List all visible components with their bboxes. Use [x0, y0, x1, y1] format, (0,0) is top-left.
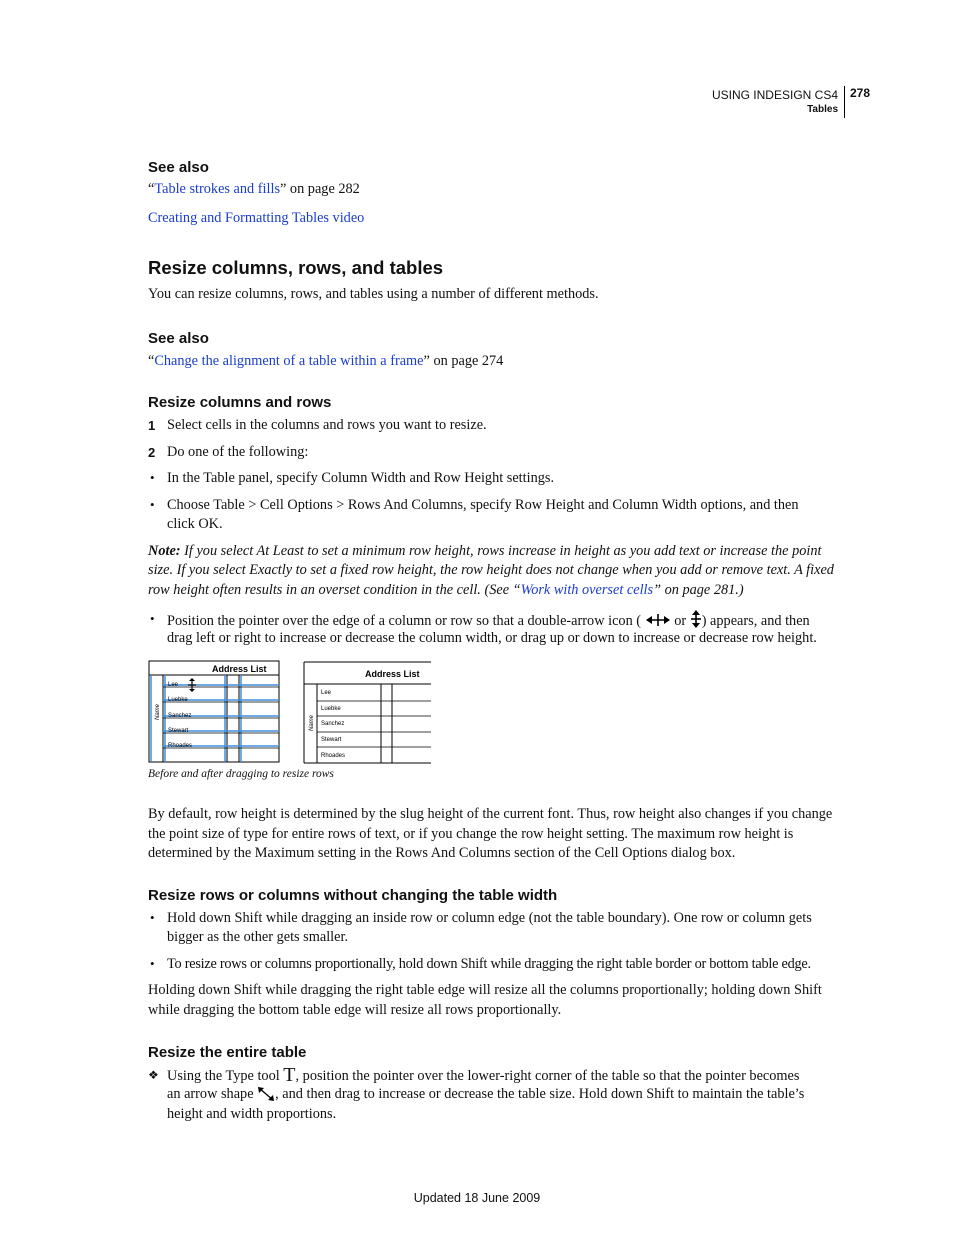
bullet-text-part: Position the pointer over the edge of a column or row so that a double-arrow icon ( [167, 613, 642, 629]
table-before-figure [148, 660, 282, 763]
body-paragraph: while dragging the bottom table edge will resize all rows proportionally. [148, 1002, 562, 1018]
table-title: Address List [365, 669, 420, 679]
note-text: row height often results in an overset condition in the cell. (See “ [148, 582, 521, 598]
body-paragraph: the point size of type for entire rows of text, or if you change the row height setting. The maximum row height is [148, 826, 794, 842]
bullet-text: Choose Table > Cell Options > Rows And Columns, specify Row Height and Column Width options, and then [167, 497, 799, 513]
table-after-figure [303, 661, 433, 765]
note [148, 542, 821, 562]
procedure-text: an arrow shape [167, 1086, 254, 1102]
link-table-strokes[interactable]: Table strokes and fills [154, 181, 281, 197]
row-label: Sanchez [168, 713, 192, 719]
bullet-text: Hold down Shift while dragging an inside row or column edge (not the table boundary). One row or column gets [167, 910, 812, 926]
procedure-text: Using the Type tool [167, 1068, 280, 1084]
diagonal-resize-arrow-icon [257, 1086, 275, 1102]
subsection-heading-2: Resize rows or columns without changing the table width [148, 887, 558, 904]
bullet-dot: • [150, 956, 155, 971]
step-text: Select cells in the columns and rows you want to resize. [167, 417, 487, 433]
procedure-text: , and then drag to increase or decrease the table size. Hold down Shift to maintain the table’s [275, 1086, 805, 1102]
page-ref: ” on page 274 [423, 353, 504, 369]
bullet-dot: • [150, 497, 155, 512]
page-ref: ” on page 282 [280, 181, 360, 197]
diamond-bullet-icon: ❖ [148, 1068, 159, 1082]
procedure-line [167, 1085, 804, 1105]
side-label: Name [155, 703, 161, 720]
note-text: size. If you select Exactly to set a fixed row height, the row height does not change when you add or remove text. A fixed [148, 562, 834, 578]
row-label: Luebke [321, 706, 341, 712]
quote-open: “ [148, 353, 155, 369]
quote-open: “ [148, 181, 155, 197]
bullet-text: bigger as the other gets smaller. [167, 929, 349, 945]
bullet-text: In the Table panel, specify Column Width and Row Height settings. [167, 470, 555, 486]
horizontal-double-arrow-icon [645, 613, 671, 627]
body-paragraph: Holding down Shift while dragging the right table edge will resize all the columns proportionally; holding down Shift [148, 982, 822, 998]
bullet-dot: • [150, 470, 155, 485]
footer-updated: Updated 18 June 2009 [413, 1191, 541, 1205]
type-tool-icon: T [283, 1064, 296, 1086]
subsection-heading: Resize columns and rows [148, 394, 332, 411]
bullet-dot: • [150, 910, 155, 925]
running-header-section: Tables [807, 104, 838, 115]
table-title: Address List [212, 664, 267, 674]
link-video[interactable]: Creating and Formatting Tables video [148, 210, 365, 226]
see-also-heading: See also [148, 159, 209, 176]
row-label: Luebke [168, 697, 188, 703]
procedure-text: height and width proportions. [167, 1106, 337, 1122]
procedure-text: , position the pointer over the lower-right corner of the table so that the pointer becomes [295, 1068, 800, 1084]
bullet-text: drag left or right to increase or decrease the column width, or drag up or down to increase or decrease row height. [167, 630, 817, 646]
section-intro: You can resize columns, rows, and tables using a number of different methods. [148, 286, 599, 302]
row-label: Lee [168, 682, 179, 688]
step-number: 1 [148, 418, 156, 433]
row-resize-cursor-icon [188, 678, 196, 692]
body-paragraph: By default, row height is determined by the slug height of the current font. Thus, row height also changes if you change [148, 806, 833, 822]
page-number: 278 [850, 86, 871, 100]
row-label: Rhoades [321, 753, 346, 759]
note-text: ” on page 281.) [653, 582, 744, 598]
note-text: If you select At Least to set a minimum row height, rows increase in height as you add text or increase the point [180, 543, 822, 559]
row-label: Sanchez [321, 721, 345, 727]
figure-caption: Before and after dragging to resize rows [148, 768, 334, 780]
procedure-line [167, 1066, 799, 1087]
see-also-item-2 [148, 352, 503, 372]
step-text: Do one of the following: [167, 444, 309, 460]
note-label: Note: [148, 543, 181, 559]
step-number: 2 [148, 445, 156, 460]
bullet-text: click OK. [167, 516, 223, 532]
see-also-item [148, 180, 360, 200]
body-paragraph: determined by the Maximum setting in the Rows And Columns section of the Cell Options dialog box. [148, 845, 736, 861]
row-label: Rhoades [168, 743, 193, 749]
running-header-title: USING INDESIGN CS4 [711, 88, 838, 102]
bullet-dot: • [150, 611, 155, 626]
note-line [148, 581, 744, 601]
vertical-double-arrow-icon [690, 610, 702, 628]
link-change-alignment[interactable]: Change the alignment of a table within a frame [154, 353, 424, 369]
bullet-text-or: or [674, 613, 687, 629]
see-also-heading-2: See also [148, 330, 209, 347]
row-label: Stewart [168, 728, 189, 734]
section-heading: Resize columns, rows, and tables [148, 257, 444, 278]
side-label: Name [309, 714, 315, 731]
link-overset-cells[interactable]: Work with overset cells [520, 582, 654, 598]
row-label: Lee [321, 690, 332, 696]
bullet-text: To resize rows or columns proportionally, hold down Shift while dragging the right table border or bottom table edge. [167, 956, 811, 972]
row-label: Stewart [321, 737, 342, 743]
bullet-text-part: ) appears, and then [701, 613, 810, 629]
subsection-heading-3: Resize the entire table [148, 1044, 307, 1061]
header-divider [844, 86, 845, 118]
